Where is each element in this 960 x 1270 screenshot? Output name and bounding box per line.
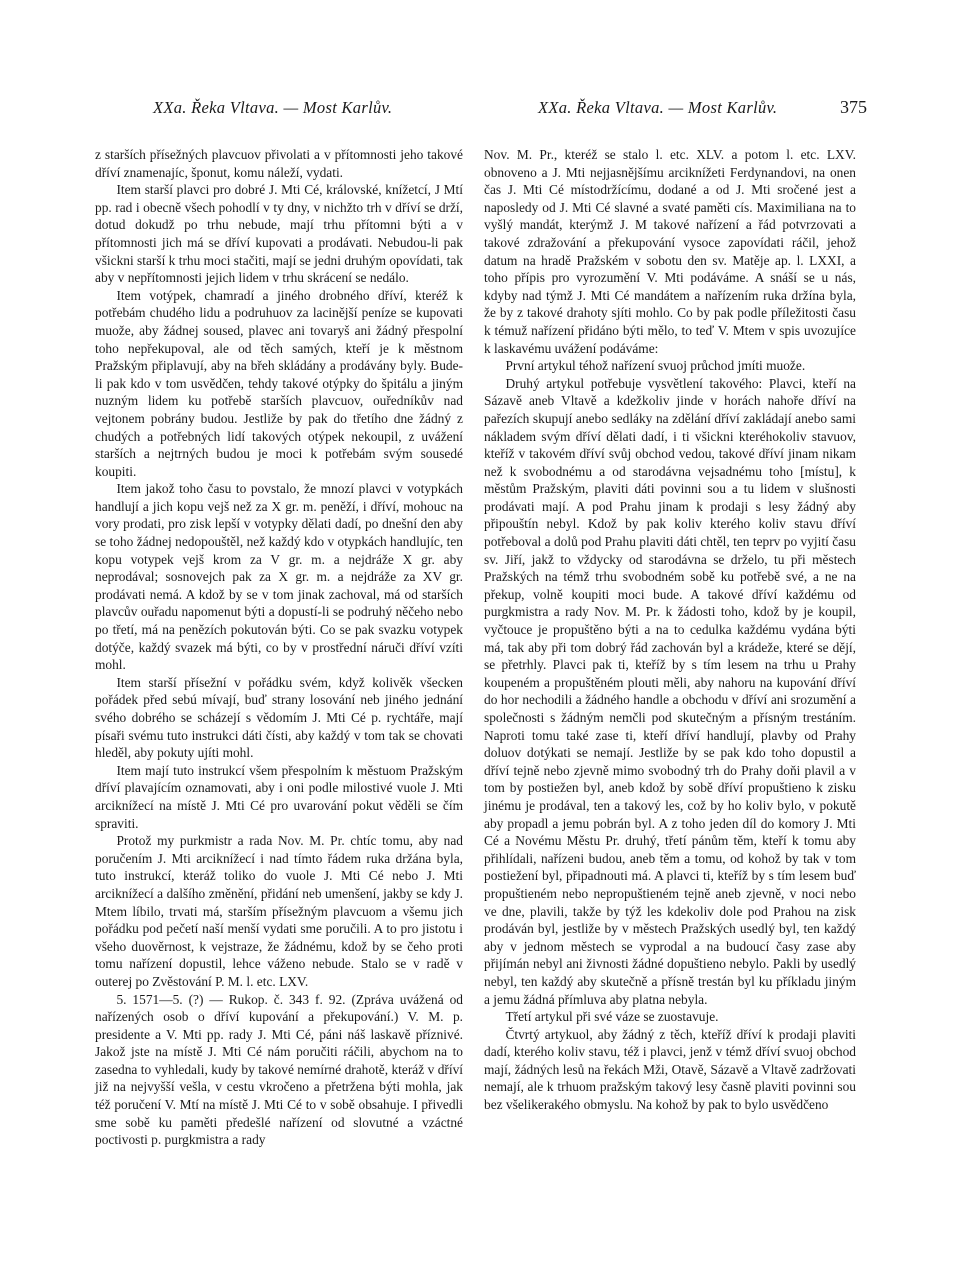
paragraph: Item votýpek, chamradí a jiného drobného dříví, kteréž k potřebám chudého lidu a podruhuov za lacinější peníze se kupovati muože, aby žádnej soused, plavec ani tovaryš ani žádný přespolní toho nepřekupoval, ale od těch samých, kteří je k městnom Pražským připlavují, aby na břeh skládány a prodávány byly. Bude-li pak kdo v tom usvědčen, tehdy takové otýpky do špitálu a jiným nuzným lidem ku potřebě starších plavcuov, ouředníkův nad vejtonem pobrány budou. Jestliže by pak do třetího dne žádný z chudých a potřebných lidí takových otýpek nekoupil, z uvážení starších a nejtrných budou je moci k potřebám svým sousedé koupiti. bbox=[95, 287, 463, 479]
paragraph: Čtvrtý artykuol, aby žádný z těch, kteříž dříví k prodaji plaviti dadí, kterého koliv stavu, též i plavci, jenž v témž dříví svuoj obchod mají, žádných lesů na řekách Mži, Otavě, Sázavě a Vltavě zadržovati nemají, ale k trhuom pražským takový lesy časně plaviti povinni sou bez všelikerakého obmyslu. Na kohož by pak to bylo usvědčeno bbox=[484, 1026, 856, 1113]
paragraph: Item jakož toho času to povstalo, že mnozí plavci v votypkách handlují a jich kopu vejš než za X gr. m. peněží, i dříví, mohouc na vory prodati, pro zisk lepší v votypky dělati dadí, po dnešní den aby se toho žádnej nedopouštěl, než každý kdo v otypkách handlujíc, ten kopu votypek vejš krom za V gr. m. a nejdráže X gr. aby neprodával; sosnovejch pak za X gr. m. a nejdráže za XV gr. prodávati nemá. A kdož by se v tom jinak zachoval, má od starších plavcův ouřadu napomenut býti a dopustí-li se podruhý něčeho nebo po třetí, má na penězích pokutován býti. Co se pak svazku votypek dotýče, každý svazek má býti, co by v prostřední náruči dříví vzíti mohl. bbox=[95, 481, 463, 673]
running-header-left: XXa. Řeka Vltava. — Most Karlův. bbox=[153, 98, 393, 117]
paragraph: První artykul téhož nařízení svuoj průchod jmíti muože. bbox=[505, 358, 806, 374]
running-header-right: XXa. Řeka Vltava. — Most Karlův. bbox=[538, 98, 778, 117]
paragraph: Třetí artykul při své váze se zuostavuje. bbox=[505, 1009, 719, 1025]
page-number: 375 bbox=[840, 97, 867, 117]
paragraph: Nov. M. Pr., kteréž se stalo l. etc. XLV. a potom l. etc. LXV. obnoveno a J. Mti nejjasnějšímu arciknížeti Ferdynandovi, na onen čas J. Mti Cé místodržícímu, dodané a od J. Mti sročené jest a naposledy od J. Mti Cé slavné a svaté paměti cís. Maximiliana na to vyšlý mandát, kterýmž J. M takové nařízení a řád potvrzovati a takové zdražování a překupování vysoce zapovídati ráčil, jehož datum na hradě Pražském v sobotu den sv. Matěje ap. l. LXXI, a toho přípis pro vyrozumění V. Mti podáváme. A snáší se u nás, kdyby nad týmž J. Mti Cé mandátem a nařízením ruka držína byla, že by z takové drahoty sjíti mohlo. Co by pak podle příležitosti času k témuž nařízení přidáno býti mělo, to teď V. Mtem v spis uvozujíce k laskavému uvážení podáváme: bbox=[484, 147, 856, 356]
paragraph: Item starší plavci pro dobré J. Mti Cé, královské, knížetcí, J Mtí pp. rad i obecně všech pohodlí v ty dny, v nichžto trh v dříví se drží, dotud dokudž po trhu nebude, mají trhu přítomni býti a v přítomnosti jich má se dříví kupovati a prodávati. Nebudou-li pak všickni starší k trhu moci stačiti, mají se jedni druhým opovídati, tak aby v nepřítomnosti jejich lidem v trhu skrácení se nedálo. bbox=[95, 182, 463, 286]
paragraph: Item starší přísežní v pořádku svém, když kolivěk všecken pořádek před sebú mívají, buď strany losování neb jiného jednání svého dobrého se scházejí s vědomím J. Mti Cé p. rychtáře, mají písaři svému tuto instrukci dáti čísti, aby každý v tom tak se chovati hleděl, aby pokuty ujíti mohl. bbox=[95, 674, 463, 761]
paragraph: Druhý artykul potřebuje vysvětlení takového: Plavci, kteří na Sázavě aneb Vltavě a kdežkoliv jinde v horách nahoře dříví na pařezích skupují anebo sedláky na zdělání dříví zakládají anebo sami nákladem svým dříví dělati dadí, i ti všickni kteréhokoliv stavuov, kteříž v takovém dříví svůj obchod vedou, takové dříví jinam nikam než k svobodnému a od starodávna vejsadnému toho [místu], k městům Pražským, plaviti dáti povinni sou a tu lidem v slušnosti prodávati mají. A pod Prahu jinam k prodaji s lesy žádný aby připouštín nebyl. Kdož by pak koliv kterého koliv stavu dříví potřeboval a dolů pod Prahu plaviti dáti chtěl, ten teprv po vyjití času sv. Jiří, jakž to vždycky od starodávna se drželo, tu při městech Pražských na témž trhu svobodném sobě ku potřebě své, a ne na překup, volně koupiti moci bude. A takové dříví každému od purgkmistra a rady Nov. M. Pr. k žádosti toho, kdož by je koupil, vyčtouce je propuštěno býti a na to cedulka každému vydána býti má, tak aby při tom dobrý řád zachován byl a krádeže, které se dějí, se přetrhly. Plavci pak ti, kteříž by s tím lesem na trhu u Prahy koupeném a propuštěném plouti měli, aby nahoru na kupování dříví do hor nechodili a žádného handle a obchodu v dříví ani srozumění a společnosti s žádným nemčli pod skutečným a přísným trestáním. Naproti tomu také zase ti, kteří dříví handlují, plavby od Prahy doluov dotýkati se nemají. Jestliže by se pak kdo toho dopustil a dříví tejně nebo zjevně mimo svobodný trh do Prahy doňi plavil a v tom by postiežen byl, aneb kdož by sobě dříví propuštieno k zisku jinému je prodával, ten a takový les, což by ho koliv bylo, v pokutě aby propadl a jemu pobrán byl. A z toho jeden díl do komory J. Mti Cé a Novému Městu Pr. druhý, třetí pánům těm, kteří k tomu aby přihlídali, nařízeni budou, aneb těm a tomu, od kohož by tak v tom postiežení byl, připadnouti má. A plavci ti, kteříž by s tím lesem buď propuštieném nebo nepropuštieném tejně aneb zjevně, v noci nebo ve dne, plavili, takže by týž les kdekoliv dole pod Prahou na zisk prodáván byl, jestliže by v městech Pražských usedlý byl, ten každý aby v jednom městech se vyprodal a na budoucí časy zase aby přijímán nebyl ani živnosti žádné dopuštieno nebylo. Pakli by usedlý nebyl, ten každý aby skutečně a přísně trestán byl ku příkladu jiným a jemu žádná přímluva aby platna nebyla. bbox=[484, 375, 856, 1007]
left-column bbox=[95, 146, 463, 1149]
right-column bbox=[484, 146, 856, 1114]
paragraph: Item mají tuto instrukcí všem přespolním k městuom Pražským dříví plavajícím oznamovati, aby i oni podle milostivé vuole J. Mti arciknížecí na místě J. Mti Cé pro uvarování pokut věděli se čím spraviti. bbox=[95, 762, 463, 831]
paragraph: z starších přísežných plavcuov přivolati a v přítomnosti jeho takové dříví znamenajíc, šponut, komu náleží, vydati. bbox=[95, 147, 463, 180]
paragraph: Protož my purkmistr a rada Nov. M. Pr. chtíc tomu, aby nad poručením J. Mti arciknížecí i nad tímto řádem ruka držána byla, tuto instrukcí, kteráž toliko do vuole J. Mti Cé nebo J. Mti arciknížecí a dalšího změnění, přidání neb umenšení, jakby se kdy J. Mtem líbilo, trvati má, starším přísežným plavcuom a všemu jich pořádku pod pečetí naší menší vydati sme poručili. A to pro jistotu i všeho duověrnost, k vejstraze, že žádnému, kdož by se čeho proti tomu nařízení dopustil, lehce váženo nebude. Stalo se v radě v outerej po Zvěstování P. M. l. etc. LXV. bbox=[95, 833, 463, 989]
paragraph: 5. 1571—5. (?) — Rukop. č. 343 f. 92. (Zpráva uvážená od nařízených osob o dříví kupování a překupování.) V. M. p. presidente a V. Mti pp. rady J. Mti Cé, páni náš laskavě příznivé. Jakož jste na místě J. Mti Cé nám poručiti ráčili, abychom na to zasedna to vyhledali, kudy by takové nemírné drahotě, kteráž v dříví již na nejvyšší vešla, v cestu vkročeno a přetržena býti mohla, jak též poručení V. Mtí na místě J. Mti Cé to v sobě obsahuje. I přivedli sme sobě ku paměti předešlé nařízení od slovutné a vzáctné poctivosti p. purgkmistra a rady bbox=[95, 991, 463, 1148]
